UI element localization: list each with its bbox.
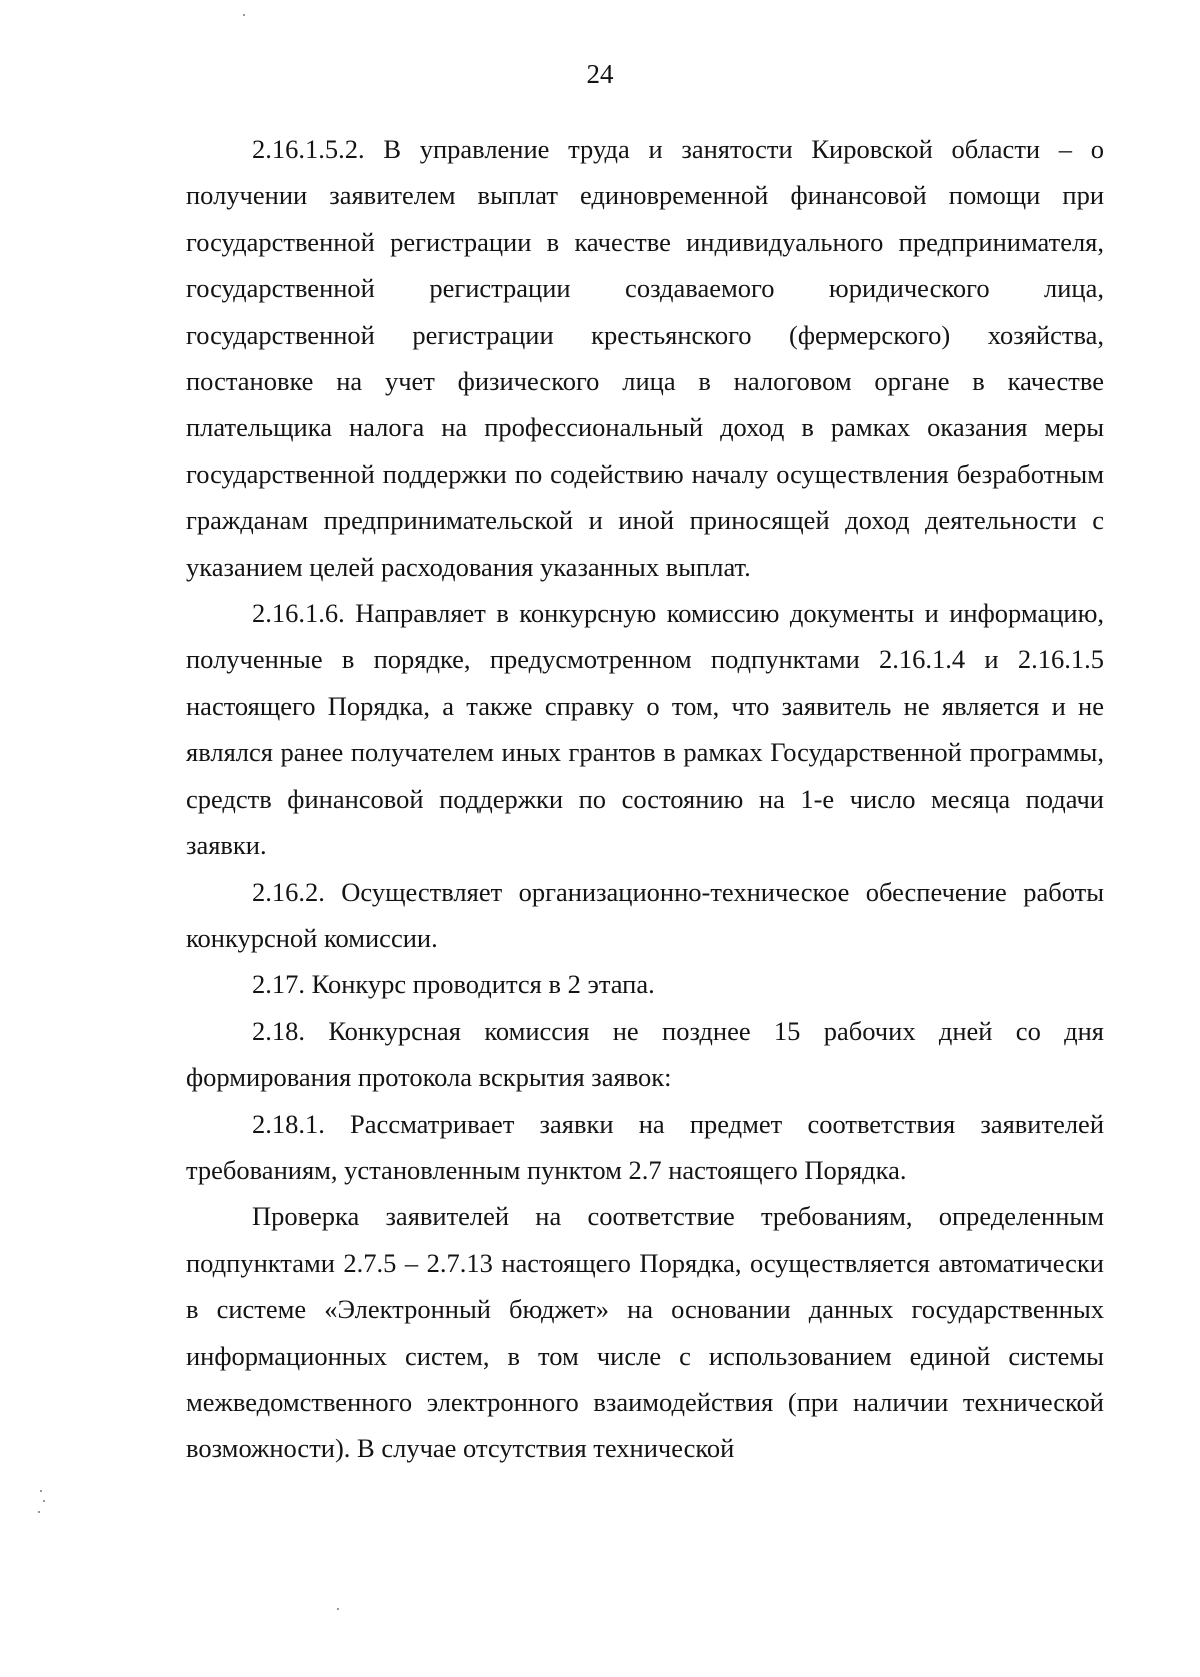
paragraph-2-16-1-6: 2.16.1.6. Направляет в конкурсную комиссию документы и информацию, полученные в порядке, предусмотренном подпунктами 2.16.1.4 и 2.16.1.5 настоящего Порядка, а также справку о том, что заявитель не является и не являлся ранее получателем иных грантов в рамках Государственной программы, средств финансовой поддержки по состоянию на 1-е число месяца подачи заявки. — [186, 598, 1104, 861]
paragraph-verification: Проверка заявителей на соответствие требованиям, определенным подпунктами 2.7.5 – 2.7.13 настоящего Порядка, осуществляется автоматически в системе «Электронный бюджет» на основании данных государственных информационных систем, в том числе с использованием единой системы межведомственного электронного взаимодействия (при наличии технической возможности). В случае отсутствия технической — [186, 1201, 1104, 1464]
scan-speck — [243, 14, 245, 16]
paragraph-2-18: 2.18. Конкурсная комиссия не позднее 15 рабочих дней со дня формирования протокола вскрытия заявок: — [186, 1015, 1104, 1093]
scan-speck — [337, 1608, 339, 1610]
scan-speck — [43, 1500, 45, 1502]
paragraph-2-18-1: 2.18.1. Рассматривает заявки на предмет соответствия заявителей требованиям, установленным пунктом 2.7 настоящего Порядка. — [186, 1108, 1104, 1185]
page-number: 24 — [586, 59, 614, 89]
scan-speck — [40, 1490, 42, 1492]
paragraph-2-17: 2.17. Конкурс проводится в 2 этапа. — [252, 969, 655, 1000]
paragraph-2-16-2: 2.16.2. Осуществляет организационно-техническое обеспечение работы конкурсной комиссии. — [186, 876, 1104, 953]
paragraph-2-16-1-5-2: 2.16.1.5.2. В управление труда и занятости Кировской области – о получении заявителем выплат единовременной финансовой помощи при государственной регистрации в качестве индивидуального предпринимателя, государственной регистрации создаваемого юридического лица, государственной регистрации крестьянского (фермерского) хозяйства, постановке на учет физического лица в налоговом органе в качестве плательщика налога на профессиональный доход в рамках оказания меры государственной поддержки по содействию началу осуществления безработным гражданам предпринимательской и иной приносящей доход деятельности с указанием целей расходования указанных выплат. — [186, 134, 1104, 582]
scan-speck — [38, 1511, 40, 1513]
document-body — [186, 126, 1104, 1472]
